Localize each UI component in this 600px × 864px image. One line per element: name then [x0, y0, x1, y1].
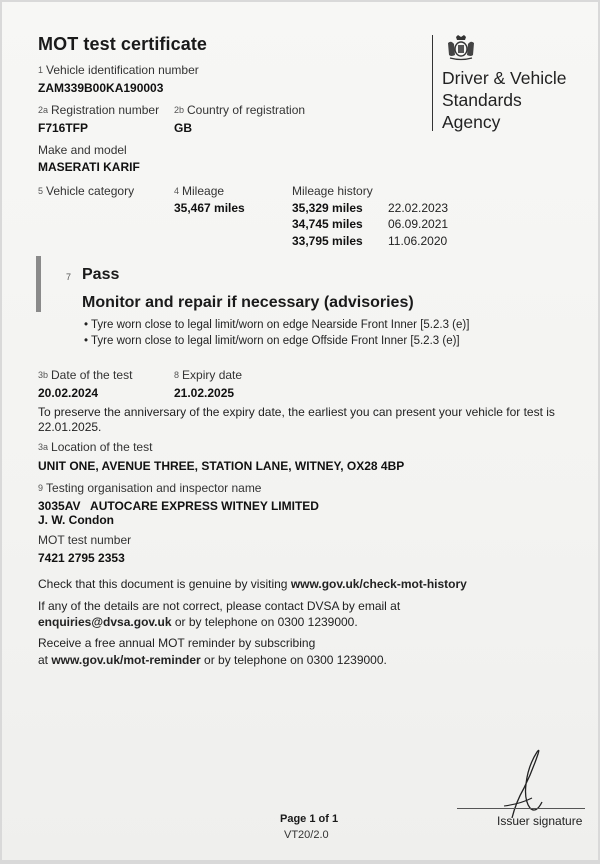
- registration-label: 2a Registration number: [38, 103, 160, 117]
- check-genuine-text: Check that this document is genuine by visiting www.gov.uk/check-mot-history: [38, 577, 467, 591]
- reminder-line-1: Receive a free annual MOT reminder by subscribing: [38, 636, 316, 650]
- document-title: MOT test certificate: [38, 34, 208, 54]
- mileage-history-miles: 34,745 miles: [292, 217, 363, 231]
- test-date-label: 3b Date of the test: [38, 368, 133, 382]
- field-number: 3a: [38, 442, 49, 452]
- mot-certificate-page: [2, 2, 598, 860]
- expiry-date-value: 21.02.2025: [174, 386, 235, 400]
- mileage-value: 35,467 miles: [174, 201, 245, 215]
- vin-label: 1 Vehicle identification number: [38, 63, 199, 77]
- field-number: 2b: [174, 105, 185, 115]
- agency-name-line-1: Driver & Vehicle: [442, 68, 567, 88]
- field-number: 4: [174, 186, 180, 196]
- advisory-item: • Tyre worn close to legal limit/worn on edge Offside Front Inner [5.2.3 (e)]: [84, 335, 460, 347]
- mileage-history-miles: 33,795 miles: [292, 234, 363, 248]
- result-bar: [36, 256, 41, 312]
- test-date-value: 20.02.2024: [38, 386, 99, 400]
- country-label: 2b Country of registration: [174, 103, 306, 117]
- royal-crest-icon: [444, 35, 478, 61]
- issuer-signature-label: Issuer signature: [497, 814, 583, 828]
- advisory-heading: Monitor and repair if necessary (advisories): [82, 294, 414, 311]
- test-number-value: 7421 2795 2353: [38, 551, 125, 565]
- expiry-note-line-1: To preserve the anniversary of the expiry date, the earliest you can present your vehicle for test is: [38, 405, 555, 419]
- mileage-history-miles: 35,329 miles: [292, 201, 363, 215]
- result-number: 7: [66, 272, 72, 282]
- signature-line: [457, 808, 585, 809]
- contact-line-2: enquiries@dvsa.gov.uk or by telephone on 0300 1239000.: [38, 615, 358, 629]
- advisory-item: • Tyre worn close to legal limit/worn on edge Nearside Front Inner [5.2.3 (e)]: [84, 319, 470, 331]
- agency-divider: [432, 35, 433, 131]
- mileage-label: 4 Mileage: [174, 184, 225, 198]
- make-model-value: MASERATI KARIF: [38, 160, 140, 174]
- make-model-label: Make and model: [38, 143, 127, 157]
- vehicle-category-label: 5 Vehicle category: [38, 184, 135, 198]
- result-status: Pass: [82, 266, 120, 283]
- field-number: 8: [174, 370, 180, 380]
- inspector-name: J. W. Condon: [38, 513, 114, 527]
- expiry-note-line-2: 22.01.2025.: [38, 420, 102, 434]
- dvsa-email-link[interactable]: enquiries@dvsa.gov.uk: [38, 615, 172, 629]
- field-number: 3b: [38, 370, 49, 380]
- mileage-history-date: 11.06.2020: [388, 234, 448, 248]
- page-number: Page 1 of 1: [280, 813, 339, 825]
- expiry-date-label: 8 Expiry date: [174, 368, 243, 382]
- check-mot-history-link[interactable]: www.gov.uk/check-mot-history: [290, 577, 467, 591]
- agency-name-line-2: Standards: [442, 90, 522, 110]
- agency-name-line-3: Agency: [442, 112, 501, 132]
- field-number: 9: [38, 483, 44, 493]
- location-value: UNIT ONE, AVENUE THREE, STATION LANE, WITNEY, OX28 4BP: [38, 459, 405, 473]
- form-code: VT20/2.0: [284, 829, 329, 841]
- mot-reminder-link[interactable]: www.gov.uk/mot-reminder: [51, 653, 201, 667]
- testing-org-label: 9 Testing organisation and inspector name: [38, 481, 262, 495]
- mileage-history-date: 06.09.2021: [388, 217, 449, 231]
- field-number: 5: [38, 186, 44, 196]
- contact-line-1: If any of the details are not correct, please contact DVSA by email at: [38, 599, 401, 613]
- reminder-line-2: at www.gov.uk/mot-reminder or by telephone on 0300 1239000.: [38, 653, 387, 667]
- mileage-history-label: Mileage history: [292, 184, 373, 198]
- country-value: GB: [174, 121, 192, 135]
- testing-org-value: 3035AV AUTOCARE EXPRESS WITNEY LIMITED: [38, 499, 319, 513]
- field-number: 1: [38, 65, 44, 75]
- location-label: 3a Location of the test: [38, 440, 153, 454]
- issuer-signature-image: [482, 744, 562, 824]
- field-number: 2a: [38, 105, 49, 115]
- vin-value: ZAM339B00KA190003: [38, 81, 164, 95]
- mileage-history-date: 22.02.2023: [388, 201, 449, 215]
- registration-value: F716TFP: [38, 121, 89, 135]
- test-number-label: MOT test number: [38, 533, 132, 547]
